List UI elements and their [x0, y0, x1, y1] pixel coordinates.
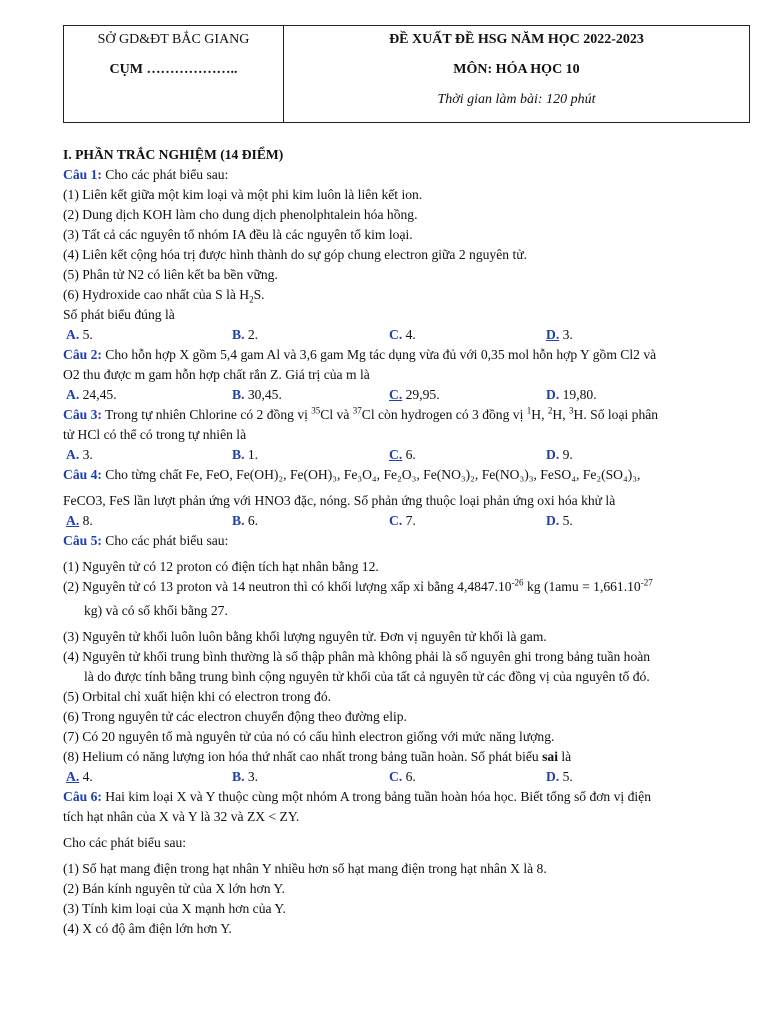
exam-content: [63, 145, 723, 939]
option-d[interactable]: [546, 511, 573, 531]
option-letter: D.: [546, 769, 560, 784]
option-b[interactable]: [232, 445, 389, 465]
question-1-header: [63, 165, 723, 185]
statement: (4) Liên kết cộng hóa trị được hình thành do sự góp chung electron giữa 2 nguyên tử.: [63, 247, 527, 262]
superscript: 2: [547, 405, 553, 416]
option-c[interactable]: [389, 511, 546, 531]
question-text: tích hạt nhân của X và Y là 32 và ZX < ZY.: [63, 809, 300, 824]
option-letter: A.: [66, 513, 80, 528]
option-text: 3.: [79, 447, 93, 462]
question-text: H,: [531, 407, 548, 422]
question-text: Cho hỗn hợp X gồm 5,4 gam Al và 3,6 gam Mg tác dụng vừa đủ với 0,35 mol hỗn hợp Y gồm Cl2 và: [101, 347, 657, 362]
option-letter: B.: [232, 769, 245, 784]
option-text: 5.: [559, 513, 573, 528]
statement: (3) Tất cả các nguyên tố nhóm IA đều là các nguyên tố kim loại.: [63, 227, 413, 242]
exam-subject: MÔN: HÓA HỌC 10: [453, 62, 580, 77]
statement: (1) Số hạt mang điện trong hạt nhân Y nhiều hơn số hạt mang điện trong hạt nhân X là 8.: [63, 861, 547, 876]
question-text: Cho từng chất Fe, FeO, Fe(OH)₂, Fe(OH)₃, Fe₃O₄, Fe₂O₃, Fe(NO₃)₂, Fe(NO₃)₃, FeSO₄, Fe₂(SO₄)₃,: [101, 467, 641, 482]
section-title: I. PHẦN TRẮC NGHIỆM (14 ĐIỂM): [63, 147, 284, 162]
option-text: 2.: [244, 327, 259, 342]
option-letter: A.: [66, 769, 80, 784]
question-3-header: [63, 405, 723, 425]
option-b[interactable]: [232, 767, 389, 787]
question-text: Trong tự nhiên Chlorine có 2 đồng vị: [101, 407, 312, 422]
statement-text: S.: [253, 287, 265, 302]
statement: (6) Trong nguyên tử các electron chuyển động theo đường elip.: [63, 709, 407, 724]
answer-options: [63, 385, 723, 405]
option-text: 9.: [559, 447, 573, 462]
statement-text: (8) Helium có năng lượng ion hóa thứ nhất cao nhất trong bảng tuần hoàn. Số phát biểu: [63, 749, 543, 764]
option-a[interactable]: [63, 767, 232, 787]
option-text: 1.: [244, 447, 259, 462]
exam-duration: Thời gian làm bài: 120 phút: [437, 92, 596, 107]
option-letter: B.: [232, 387, 245, 402]
question-label: Câu 1:: [63, 167, 102, 182]
statement: (3) Tính kim loại của X mạnh hơn của Y.: [63, 901, 286, 916]
question-text: Cho các phát biểu sau:: [101, 167, 229, 182]
option-text: 3.: [244, 769, 259, 784]
statement-text: (6) Hydroxide cao nhất của S là H: [63, 287, 250, 302]
statement: (3) Nguyên tử khối luôn luôn bằng khối lượng nguyên tử. Đơn vị nguyên tử khối là gam.: [63, 629, 547, 644]
question-text: Hai kim loại X và Y thuộc cùng một nhóm A trong bảng tuần hoàn hóa học. Biết tổng số đơn vị điện: [101, 789, 652, 804]
question-label: Câu 5:: [63, 533, 102, 548]
statement-text: kg (1amu = 1,661.10: [523, 579, 641, 594]
question-label: Câu 2:: [63, 347, 102, 362]
statement: (1) Liên kết giữa một kim loại và một phi kim luôn là liên kết ion.: [63, 187, 423, 202]
option-text: 4.: [79, 769, 93, 784]
option-letter: C.: [389, 387, 403, 402]
statement: [63, 577, 723, 597]
option-b[interactable]: [232, 385, 389, 405]
option-letter: B.: [232, 513, 245, 528]
option-a[interactable]: [63, 385, 232, 405]
department-name: SỞ GD&ĐT BẮC GIANG: [97, 32, 250, 47]
statement-text: là: [557, 749, 572, 764]
question-text: tử HCl có thể có trong tự nhiên là: [63, 427, 247, 442]
option-letter: D.: [546, 327, 560, 342]
option-letter: C.: [389, 513, 403, 528]
option-d[interactable]: [546, 385, 597, 405]
statement: [63, 747, 723, 767]
option-text: 5.: [559, 769, 573, 784]
statement: [63, 285, 723, 305]
option-text: 29,95.: [402, 387, 440, 402]
option-a[interactable]: [63, 511, 232, 531]
question-4-header: [63, 465, 723, 485]
header-left-cell: [64, 26, 284, 123]
option-a[interactable]: [63, 445, 232, 465]
question-6-header: [63, 787, 723, 807]
option-letter: D.: [546, 513, 560, 528]
option-letter: B.: [232, 327, 245, 342]
question-text: O2 thu được m gam hỗn hợp chất rắn Z. Giá trị của m là: [63, 367, 370, 382]
question-text: Cl và: [320, 407, 353, 422]
statement: (4) Nguyên tử khối trung bình thường là số thập phân mà không phải là số nguyên ghi trong bảng tuần hoàn: [63, 649, 651, 664]
option-text: 6.: [244, 513, 259, 528]
option-a[interactable]: [63, 325, 232, 345]
question-text: Cl còn hydrogen có 3 đồng vị: [361, 407, 527, 422]
option-d[interactable]: [546, 767, 573, 787]
question-text: H. Số loại phân: [573, 407, 659, 422]
superscript: 35: [311, 405, 321, 416]
statement: (1) Nguyên tử có 12 proton có điện tích hạt nhân bằng 12.: [63, 559, 379, 574]
statement: (2) Dung dịch KOH làm cho dung dịch phenolphtalein hóa hồng.: [63, 207, 418, 222]
statement: kg) và có số khối bằng 27.: [84, 603, 228, 618]
emphasis: sai: [542, 749, 558, 764]
option-text: 19,80.: [559, 387, 597, 402]
answer-options: [63, 445, 723, 465]
option-text: 5.: [79, 327, 93, 342]
option-d[interactable]: [546, 325, 573, 345]
option-b[interactable]: [232, 325, 389, 345]
question-prompt: Số phát biểu đúng là: [63, 307, 175, 322]
statement: (2) Bán kính nguyên tử của X lớn hơn Y.: [63, 881, 285, 896]
option-text: 6.: [402, 447, 416, 462]
question-label: Câu 3:: [63, 407, 102, 422]
option-letter: C.: [389, 327, 403, 342]
option-text: 30,45.: [244, 387, 282, 402]
superscript: 3: [569, 405, 574, 416]
option-letter: D.: [546, 387, 560, 402]
option-letter: C.: [389, 447, 403, 462]
option-text: 8.: [79, 513, 93, 528]
option-text: 3.: [559, 327, 573, 342]
statement: (7) Có 20 nguyên tố mà nguyên tử của nó có cấu hình electron giống với mức năng lượng.: [63, 729, 555, 744]
option-c[interactable]: [389, 767, 546, 787]
header-table: [63, 25, 750, 123]
option-c[interactable]: [389, 325, 546, 345]
option-text: 4.: [402, 327, 416, 342]
statement: là do được tính bằng trung bình cộng nguyên tử khối của tất cả nguyên tử các đồng vị của nguyên tố đó.: [84, 669, 650, 684]
answer-options: [63, 767, 723, 787]
option-letter: A.: [66, 447, 80, 462]
statement: (5) Phân tử N2 có liên kết ba bền vững.: [63, 267, 278, 282]
option-letter: A.: [66, 387, 80, 402]
statement: (4) X có độ âm điện lớn hơn Y.: [63, 921, 232, 936]
answer-options: [63, 325, 723, 345]
answer-options: [63, 511, 723, 531]
option-d[interactable]: [546, 445, 573, 465]
option-text: 24,45.: [79, 387, 117, 402]
exam-title: ĐỀ XUẤT ĐỀ HSG NĂM HỌC 2022-2023: [389, 32, 644, 47]
option-text: 7.: [402, 513, 416, 528]
superscript: 37: [352, 405, 362, 416]
question-label: Câu 4:: [63, 467, 102, 482]
question-text: Cho các phát biểu sau:: [101, 533, 229, 548]
question-5-header: [63, 531, 723, 551]
statement: (5) Orbital chỉ xuất hiện khi có electron trong đó.: [63, 689, 332, 704]
superscript: 1: [526, 405, 532, 416]
question-text: FeCO3, FeS lần lượt phản ứng với HNO3 đặc, nóng. Số phản ứng thuộc loại phản ứng oxi hóa khử là: [63, 493, 616, 508]
header-right-cell: [284, 26, 750, 123]
question-2-header: [63, 345, 723, 365]
option-letter: A.: [66, 327, 80, 342]
question-prompt: Cho các phát biểu sau:: [63, 835, 187, 850]
cluster-name: CỤM ………………..: [109, 62, 238, 77]
superscript: -27: [640, 577, 653, 588]
option-c[interactable]: [389, 445, 546, 465]
option-letter: D.: [546, 447, 560, 462]
subscript: 2: [249, 294, 254, 305]
superscript: -26: [511, 577, 524, 588]
option-text: 6.: [402, 769, 416, 784]
option-b[interactable]: [232, 511, 389, 531]
question-text: H,: [552, 407, 570, 422]
statement-text: (2) Nguyên tử có 13 proton và 14 neutron thì có khối lượng xấp xỉ bằng 4,4847.10: [63, 579, 512, 594]
option-c[interactable]: [389, 385, 546, 405]
question-label: Câu 6:: [63, 789, 102, 804]
option-letter: B.: [232, 447, 245, 462]
option-letter: C.: [389, 769, 403, 784]
